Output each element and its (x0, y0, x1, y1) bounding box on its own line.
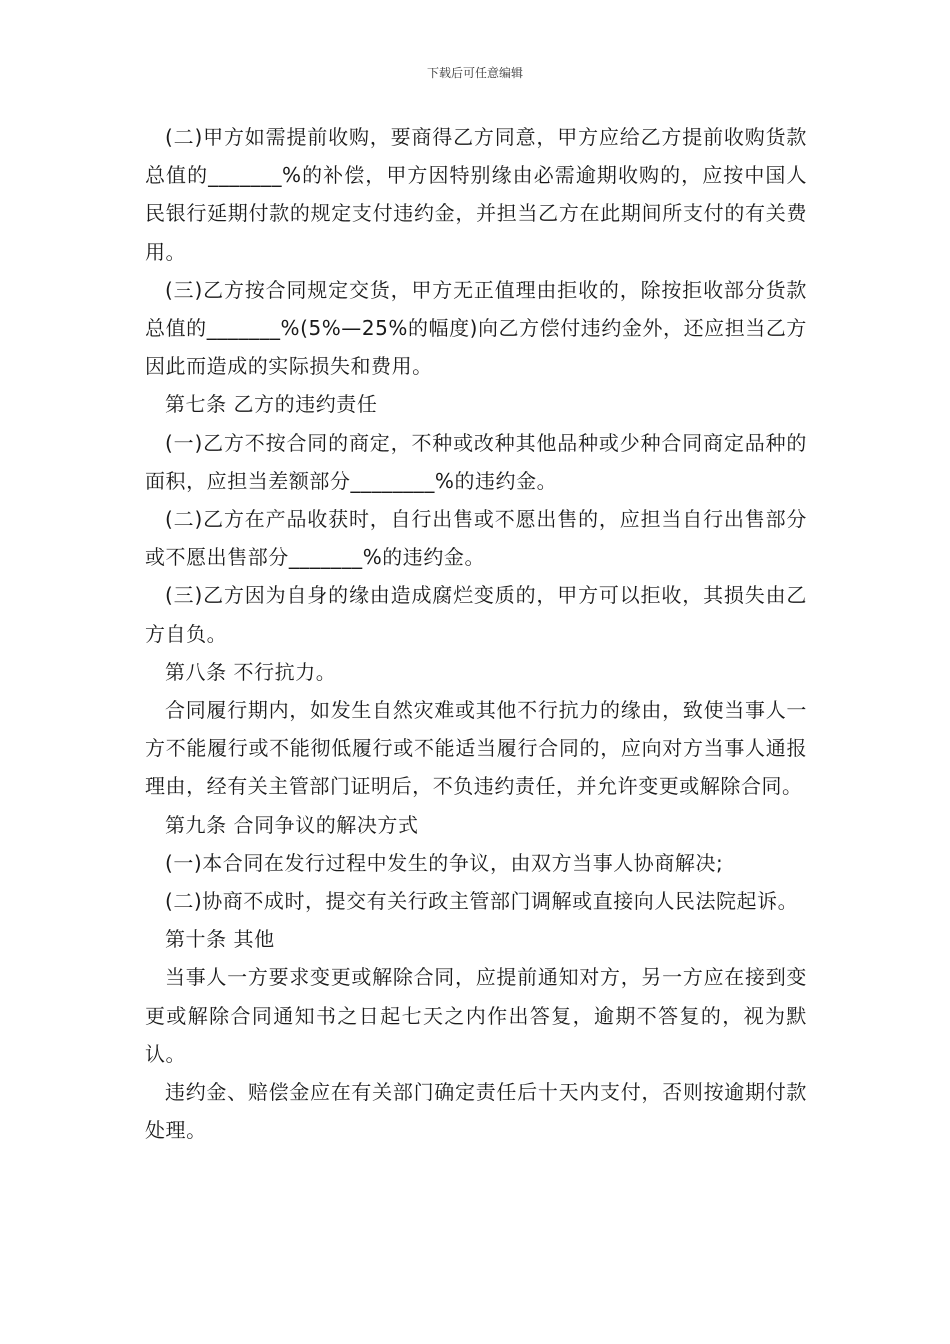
paragraph: (一)本合同在发行过程中发生的争议，由双方当事人协商解决; (165, 850, 724, 875)
paragraph: 违约金、赔偿金应在有关部门确定责任后十天内支付，否则按逾期付款处理。 (145, 1080, 807, 1143)
paragraph: (二)乙方在产品收获时，自行出售或不愿出售的，应担当自行出售部分或不愿出售部分_______%的违约金。 (145, 507, 807, 570)
paragraph: 合同履行期内，如发生自然灾难或其他不行抗力的缘由，致使当事人一方不能履行或不能彻低履行或不能适当履行合同的，应向对方当事人通报理由，经有关主管部门证明后，不负违约责任，并允许变更或解除合同。 (145, 698, 807, 799)
article-heading: 第九条 合同争议的解决方式 (165, 812, 419, 837)
paragraph: (三)乙方按合同规定交货，甲方无正值理由拒收的，除按拒收部分货款总值的_______%(5%—25%的幅度)向乙方偿付违约金外，还应担当乙方因此而造成的实际损失和费用。 (145, 277, 807, 379)
paragraph: (二)甲方如需提前收购，要商得乙方同意，甲方应给乙方提前收购货款总值的_______%的补偿，甲方因特别缘由必需逾期收购的，应按中国人民银行延期付款的规定支付违约金，并担当乙方在此期间所支付的有关费用。 (145, 125, 807, 264)
document-body (145, 118, 807, 1149)
article-heading: 第七条 乙方的违约责任 (165, 392, 378, 417)
paragraph: (二)协商不成时，提交有关行政主管部门调解或直接向人民法院起诉。 (165, 889, 799, 914)
article-heading: 第十条 其他 (165, 927, 275, 952)
page-header: 下载后可任意编辑 (426, 66, 523, 80)
paragraph: (三)乙方因为自身的缘由造成腐烂变质的，甲方可以拒收，其损失由乙方自负。 (145, 583, 807, 646)
paragraph: 当事人一方要求变更或解除合同，应提前通知对方，另一方应在接到变更或解除合同通知书之日起七天之内作出答复，逾期不答复的，视为默认。 (145, 965, 807, 1066)
article-heading: 第八条 不行抗力。 (165, 659, 337, 684)
paragraph: (一)乙方不按合同的商定，不种或改种其他品种或少种合同商定品种的面积，应担当差额部分________%的违约金。 (145, 430, 807, 493)
